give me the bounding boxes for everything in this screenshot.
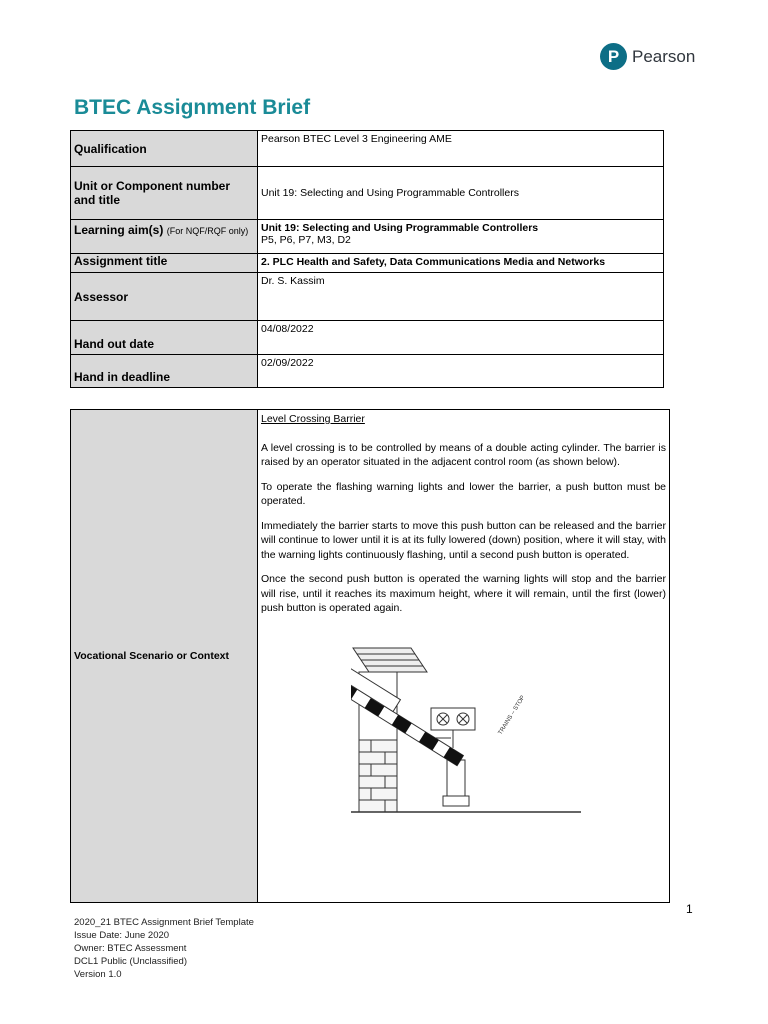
aims-criteria: P5, P6, P7, M3, D2 bbox=[261, 234, 351, 246]
page-number: 1 bbox=[686, 902, 693, 916]
deadline-value: 02/09/2022 bbox=[261, 357, 314, 369]
scenario-label: Vocational Scenario or Context bbox=[74, 650, 230, 662]
unit-label: Unit or Component number and title bbox=[74, 179, 230, 207]
footer-issue-date: Issue Date: June 2020 bbox=[74, 930, 170, 941]
level-crossing-illustration bbox=[351, 630, 581, 822]
qualification-value: Pearson BTEC Level 3 Engineering AME bbox=[261, 133, 452, 145]
scenario-heading: Level Crossing Barrier bbox=[261, 413, 365, 425]
assessor-value: Dr. S. Kassim bbox=[261, 275, 325, 287]
handout-label: Hand out date bbox=[74, 337, 154, 351]
warning-lights bbox=[431, 708, 475, 730]
assignment-title-value: 2. PLC Health and Safety, Data Communications Media and Networks bbox=[261, 256, 606, 268]
barrier-sign-text: TRAINS – STOP bbox=[497, 694, 527, 736]
unit-value: Unit 19: Selecting and Using Programmable Controllers bbox=[261, 187, 519, 199]
handout-value: 04/08/2022 bbox=[261, 323, 314, 335]
scenario-paragraph-2: To operate the flashing warning lights and lower the barrier, a push button must be operated. bbox=[261, 480, 666, 507]
scenario-table bbox=[70, 409, 670, 903]
scenario-paragraph-4: Once the second push button is operated the warning lights will stop and the barrier will rise, until it reaches its maximum height, where it will remain, until the first (lower) push button is operated again. bbox=[261, 573, 666, 614]
footer-owner: Owner: BTEC Assessment bbox=[74, 943, 187, 954]
footer-classification: DCL1 Public (Unclassified) bbox=[74, 956, 187, 967]
aims-note: (For NQF/RQF only) bbox=[166, 226, 249, 236]
pearson-logo-text: Pearson bbox=[632, 46, 696, 66]
scenario-paragraph-3: Immediately the barrier starts to move this push button can be released and the barrier will continue to lower until it is at its fully lowered (down) position, where it will stay, with the warning lights continuously flashing, until a second push button is operated. bbox=[261, 519, 666, 561]
deadline-label: Hand in deadline bbox=[74, 370, 171, 384]
footer bbox=[74, 916, 254, 981]
assignment-title-label: Assignment title bbox=[74, 254, 168, 268]
qualification-label: Qualification bbox=[74, 141, 147, 156]
footer-version: Version 1.0 bbox=[74, 969, 122, 980]
barrier-post bbox=[447, 760, 465, 800]
document-title: BTEC Assignment Brief bbox=[74, 96, 311, 119]
aims-label: Learning aim(s) bbox=[74, 223, 164, 237]
assignment-info-table bbox=[70, 130, 664, 388]
footer-template: 2020_21 BTEC Assignment Brief Template bbox=[74, 917, 254, 928]
aims-unit: Unit 19: Selecting and Using Programmable Controllers bbox=[261, 222, 539, 234]
assessor-label: Assessor bbox=[74, 289, 129, 304]
pearson-logo bbox=[600, 43, 695, 70]
pearson-logo-icon: P bbox=[600, 43, 627, 70]
scenario-paragraph-1: A level crossing is to be controlled by means of a double acting cylinder. The barrier is raised by an operator situated in the adjacent control room (as shown below). bbox=[261, 441, 666, 468]
